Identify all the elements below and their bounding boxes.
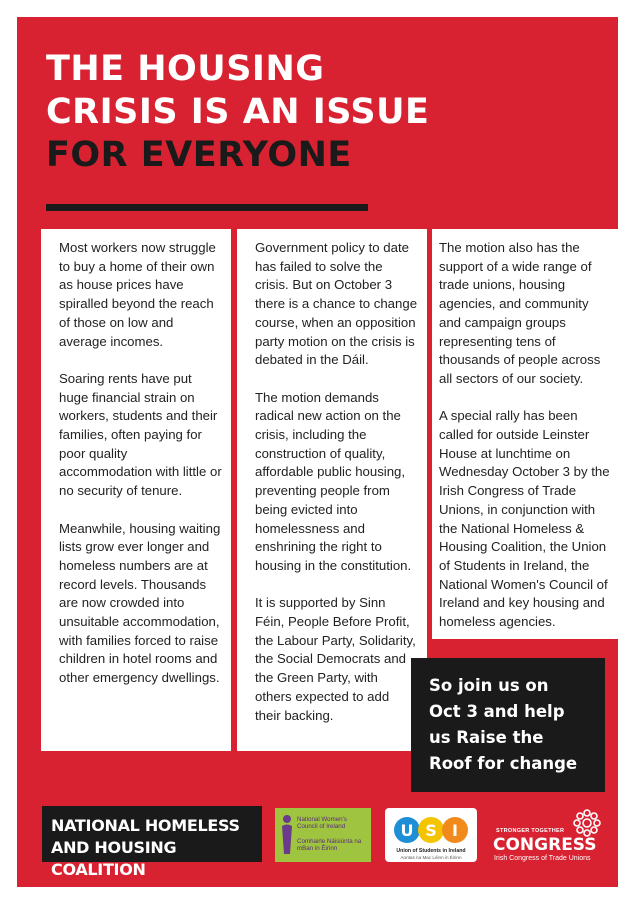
usi-letter-i: I (452, 821, 458, 840)
nhhc-logo-line-1: NATIONAL HOMELESS (51, 816, 240, 835)
cta-line-3: us Raise the (429, 728, 544, 747)
ictu-name: CONGRESS (493, 835, 597, 855)
headline-line-3: FOR EVERYONE (46, 135, 352, 175)
text-column-2 (237, 229, 427, 751)
headline-line-1: THE HOUSING (46, 49, 325, 89)
ictu-tagline: STRONGER TOGETHER (496, 828, 565, 834)
headline (46, 48, 429, 177)
nwci-logo (275, 808, 371, 862)
woman-figure-icon (280, 814, 294, 856)
usi-letter-u: U (400, 821, 414, 840)
nhhc-logo (42, 806, 262, 879)
paragraph: Government policy to date has failed to solve the crisis. But on October 3 there is a chance to change course, when an opposition party motion on the crisis is debated in the Dáil. (255, 240, 418, 368)
ictu-logo (490, 808, 608, 864)
nwci-name-ga: Comhairle Náisiúnta na mBan in Éirinn (297, 838, 362, 852)
cta-line-2: Oct 3 and help (429, 702, 565, 721)
paragraph: Most workers now struggle to buy a home of their own as house prices have spiralled beyond the reach of those on low and average incomes. (59, 240, 216, 349)
congress-sunburst-icon (572, 808, 602, 838)
ictu-full-name: Irish Congress of Trade Unions (494, 855, 591, 862)
usi-logo (385, 808, 477, 862)
cta-line-1: So join us on (429, 676, 549, 695)
usi-name: Union of Students in Ireland (396, 848, 466, 854)
usi-name-ga: Aontas na Mac Léinn in Éirinn (400, 855, 462, 860)
nwci-name-en: National Women's Council of Ireland (297, 816, 347, 830)
paragraph: A special rally has been called for outside Leinster House at lunchtime on Wednesday October 3 by the Irish Congress of Trade Unions, in conjunction with the National Homeless & Housing Coalition, the Union of Students in Ireland, the National Women's Council of Ireland and key housing and homeless agencies. (439, 408, 610, 630)
paragraph: Meanwhile, housing waiting lists grow ever longer and homeless numbers are at record levels. Thousands are now crowded into unsuitable accommodation, with families forced to raise children in hotel rooms and other emergency dwellings. (59, 520, 221, 686)
paragraph: It is supported by Sinn Féin, People Before Profit, the Labour Party, Solidarity, the Social Democrats and the Green Party, with others expected to add their backing. (255, 595, 416, 723)
call-to-action-box (411, 658, 605, 792)
headline-line-2: CRISIS IS AN ISSUE (46, 92, 430, 132)
paragraph: Soaring rents have put huge financial strain on workers, students and their families, often paying for poor quality accommodation with little or no security of tenure. (59, 370, 222, 499)
paragraph: The motion also has the support of a wide range of trade unions, housing agencies, and community and campaign groups representing tens of thousands of people across all sectors of our society. (439, 240, 601, 386)
cta-line-4: Roof for change (429, 754, 578, 773)
text-column-1 (41, 229, 231, 751)
usi-letter-s: S (425, 821, 437, 840)
paragraph: The motion demands radical new action on the crisis, including the construction of quality, affordable public housing, preventing people from being evicted into homelessness and enshrining the right to housing in the constitution. (255, 389, 412, 573)
headline-underline (46, 204, 368, 211)
nhhc-logo-line-2: AND HOUSING COALITION (51, 838, 177, 879)
text-column-3 (432, 229, 619, 639)
usi-circles-icon (394, 814, 468, 846)
